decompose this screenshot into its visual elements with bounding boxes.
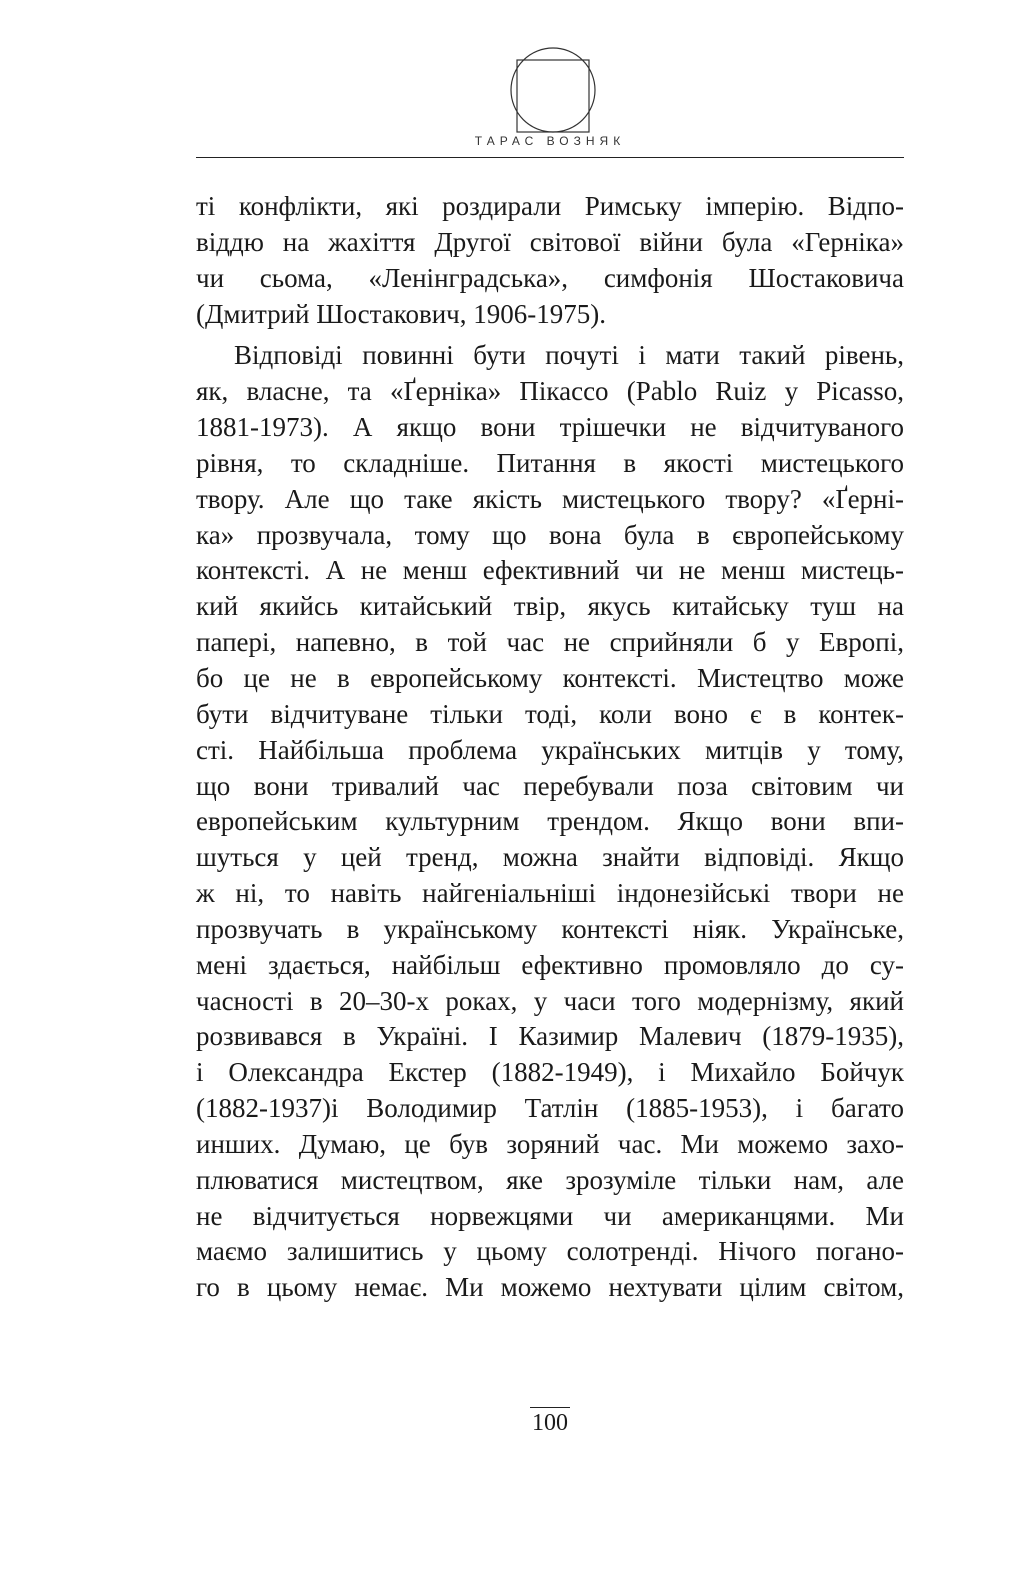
text-line: бути відчитуване тільки тоді, коли воно є в контек-: [196, 698, 904, 729]
text-line: ка» прозвучала, тому що вона була в європейському: [196, 519, 904, 550]
text-line: инших. Думаю, це був зоряний час. Ми можемо захо-: [196, 1128, 904, 1159]
text-line: маємо залишитись у цьому солотренді. Нічого погано-: [196, 1236, 904, 1267]
text-line: чи сьома, «Ленінградська», симфонія Шостаковича: [196, 262, 904, 293]
text-line: як, власне, та «Ґерніка» Пікассо (Pablo Ruiz y Picasso,: [196, 376, 904, 407]
text-line: не відчитується норвежцями чи американцями. Ми: [196, 1200, 904, 1231]
text-line: кий якийсь китайський твір, якусь китайську туш на: [196, 591, 904, 622]
text-line: ж ні, то навіть найгеніальніші індонезійські твори не: [196, 878, 904, 909]
paragraph: [196, 189, 904, 332]
text-line: (1882-1937)і Володимир Татлін (1885-1953), і багато: [196, 1093, 904, 1124]
page-number: 100: [530, 1407, 570, 1436]
text-line: віддю на жахіття Другої світової війни була «Герніка»: [196, 226, 904, 257]
running-head-author: ТАРАС ВОЗНЯК: [474, 134, 626, 148]
header-rule: [196, 157, 904, 158]
text-line: папері, напевно, в той час не сприйняли б у Европі,: [196, 627, 904, 658]
text-line: 1881-1973). А якщо вони трішечки не відчитуваного: [196, 412, 904, 443]
text-line: го в цьому немає. Ми можемо нехтувати цілим світом,: [196, 1272, 904, 1303]
text-line: що вони тривалий час перебували поза світовим чи: [196, 770, 904, 801]
page-number-container: [196, 1407, 904, 1436]
paragraph: [196, 338, 904, 1306]
text-line: (Дмитрий Шостакович, 1906-1975).: [196, 298, 606, 329]
text-line: европейським культурним трендом. Якщо вони впи-: [196, 806, 904, 837]
text-line: плюватися мистецтвом, яке зрозуміле тільки нам, але: [196, 1164, 904, 1195]
text-line: розвивався в Україні. І Казимир Малевич (1879-1935),: [196, 1021, 904, 1052]
text-line: Відповіді повинні бути почуті і мати такий рівень,: [234, 340, 904, 371]
text-line: контексті. А не менш ефективний чи не менш мистець-: [196, 555, 904, 586]
text-line: рівня, то складніше. Питання в якості мистецького: [196, 447, 904, 478]
text-line: часності в 20–30-х роках, у часи того модернізму, який: [196, 985, 904, 1016]
text-line: мені здається, найбільш ефективно промовляло до су-: [196, 949, 904, 980]
text-line: і Олександра Екстер (1882-1949), і Михайло Бойчук: [196, 1057, 904, 1088]
body-text: [196, 189, 904, 1306]
text-line: ті конфлікти, які роздирали Римську імперію. Відпо-: [196, 191, 904, 221]
text-line: бо це не в европейському контексті. Мистецтво може: [196, 662, 904, 693]
circle-square-emblem-icon: [509, 46, 597, 134]
text-line: шуться у цей тренд, можна знайти відповіді. Якщо: [196, 842, 904, 873]
text-line: твору. Але що таке якість мистецького твору? «Ґерні-: [196, 483, 904, 514]
text-line: сті. Найбільша проблема українських митців у тому,: [196, 734, 904, 765]
text-line: прозвучать в українському контексті ніяк. Українське,: [196, 913, 904, 944]
